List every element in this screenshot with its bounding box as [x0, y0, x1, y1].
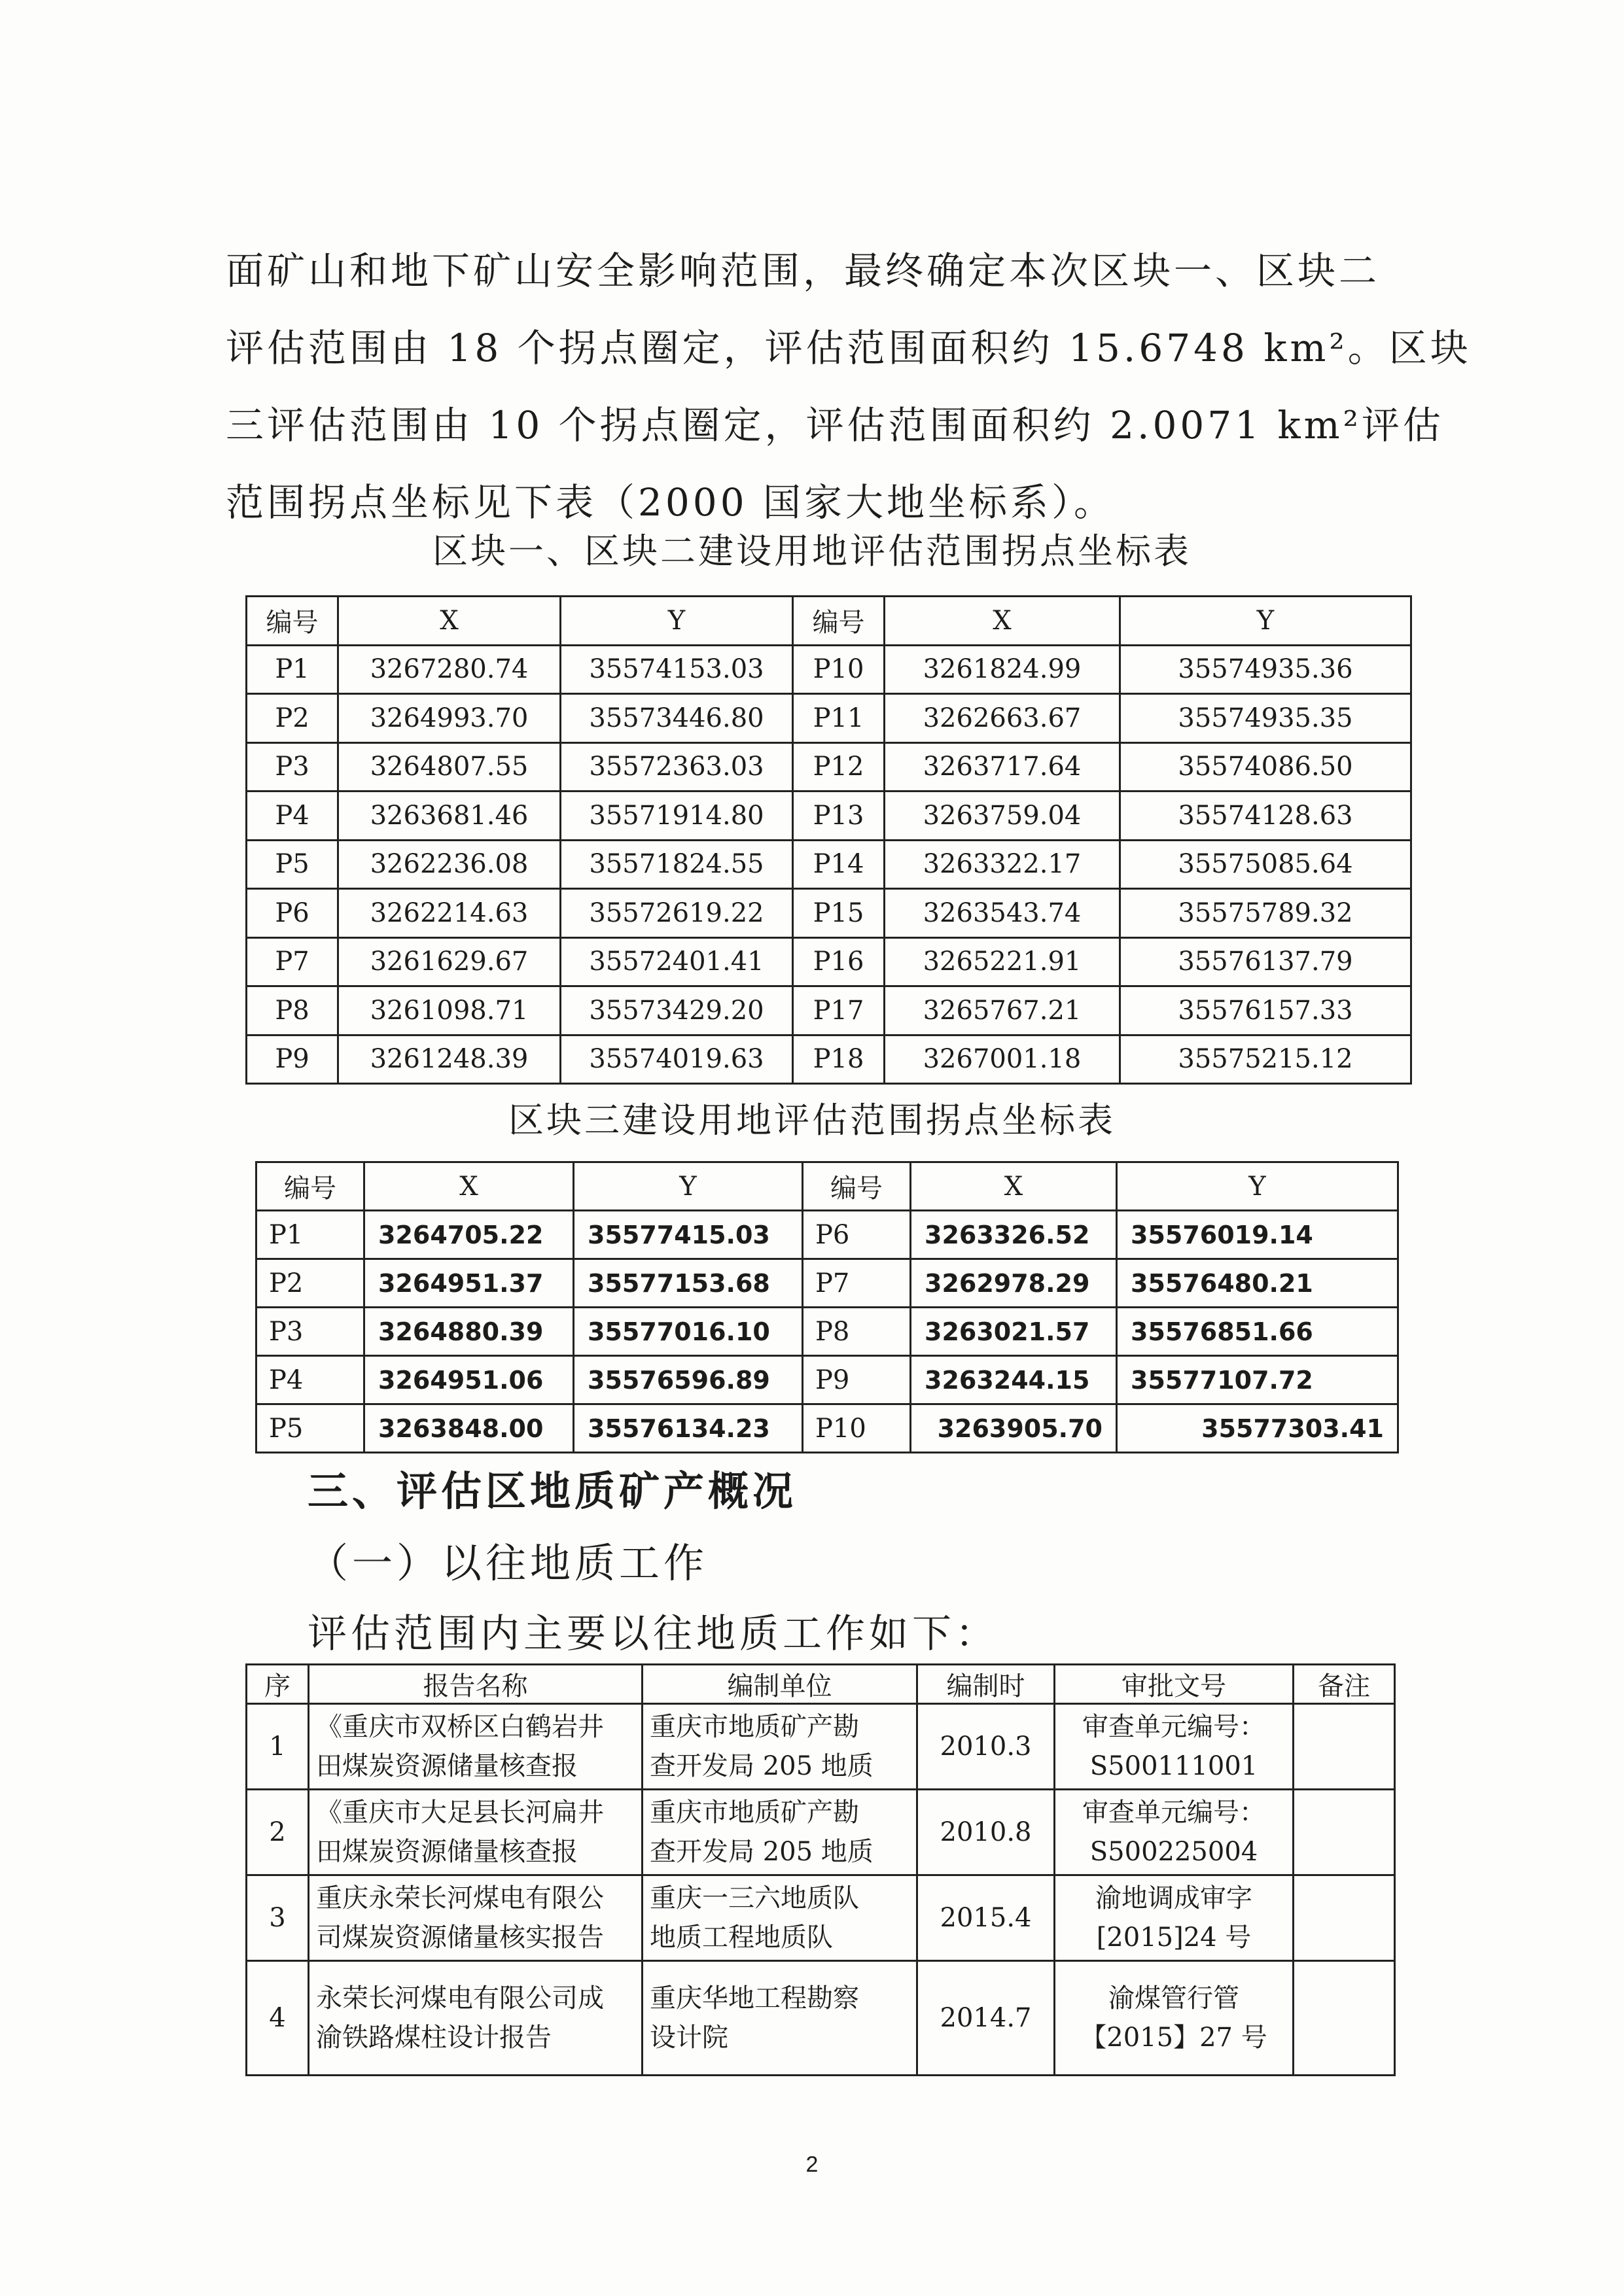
subsection-heading: （一）以往地质工作 — [308, 1539, 709, 1587]
intro-line-2: 评估范围由 18 个拐点圈定，评估范围面积约 15.6748 km²。区块 — [226, 326, 1472, 370]
table-cell: 35576019.14 — [1117, 1211, 1398, 1259]
row-number: 2 — [247, 1790, 309, 1875]
table-cell: P2 — [247, 694, 338, 743]
compile-date: 2014.7 — [917, 1961, 1055, 2076]
approval-number: 审查单元编号： S500225004 — [1055, 1790, 1294, 1875]
remark — [1294, 1875, 1395, 1961]
table-cell: 3263905.70 — [911, 1404, 1117, 1453]
table-cell: 3262978.29 — [911, 1259, 1117, 1308]
table-cell: 3263322.17 — [885, 840, 1120, 889]
table-cell: P7 — [803, 1259, 911, 1308]
table-cell: 3264807.55 — [338, 742, 561, 791]
compile-date: 2010.3 — [917, 1704, 1055, 1790]
table-cell: 35577415.03 — [574, 1211, 803, 1259]
table-cell: 35574086.50 — [1120, 742, 1411, 791]
approval-number: 渝煤管行管 【2015】27 号 — [1055, 1961, 1294, 2076]
table-cell: 35577107.72 — [1117, 1356, 1398, 1404]
header-cell: 编制时 — [917, 1665, 1055, 1704]
row-number: 3 — [247, 1875, 309, 1961]
table-cell: 35572363.03 — [561, 742, 793, 791]
report-name: 《重庆市大足县长河扁井 田煤炭资源储量核查报 — [309, 1790, 643, 1875]
table-cell: P4 — [256, 1356, 364, 1404]
table-cell: 35574935.35 — [1120, 694, 1411, 743]
remark — [1294, 1961, 1395, 2076]
row-number: 4 — [247, 1961, 309, 2076]
table-cell: 35575085.64 — [1120, 840, 1411, 889]
table-row — [247, 791, 1411, 841]
table-cell: P1 — [256, 1211, 364, 1259]
table-cell: 35576157.33 — [1120, 986, 1411, 1035]
table-cell: P11 — [793, 694, 885, 743]
intro-line-3: 三评估范围由 10 个拐点圈定，评估范围面积约 2.0071 km²评估 — [226, 403, 1444, 447]
table-cell: P10 — [803, 1404, 911, 1453]
table-cell: P14 — [793, 840, 885, 889]
approval-number: 审查单元编号： S500111001 — [1055, 1704, 1294, 1790]
table-row — [247, 1704, 1395, 1790]
table-row — [247, 1790, 1395, 1875]
header-cell: 编制单位 — [643, 1665, 917, 1704]
table-cell: 35573429.20 — [561, 986, 793, 1035]
coordinates-table-block-1-2 — [245, 595, 1412, 1085]
table-cell: 35571914.80 — [561, 791, 793, 841]
table-cell: 3267001.18 — [885, 1035, 1120, 1084]
table-cell: 3263717.64 — [885, 742, 1120, 791]
table-cell: 3264705.22 — [364, 1211, 574, 1259]
table-cell: P15 — [793, 889, 885, 938]
table-cell: P9 — [247, 1035, 338, 1084]
table-cell: P5 — [256, 1404, 364, 1453]
table2-caption: 区块三建设用地评估范围拐点坐标表 — [508, 1100, 1116, 1141]
table-cell: 35572619.22 — [561, 889, 793, 938]
table-row — [247, 1035, 1411, 1084]
table-cell: 35576480.21 — [1117, 1259, 1398, 1308]
table-cell: P9 — [803, 1356, 911, 1404]
works-intro: 评估范围内主要以往地质工作如下： — [308, 1611, 998, 1657]
table-cell: 35574935.36 — [1120, 645, 1411, 694]
table-row — [256, 1404, 1398, 1453]
table-cell: 3261629.67 — [338, 937, 561, 986]
header-cell: 编号 — [256, 1162, 364, 1211]
table-cell: 3264993.70 — [338, 694, 561, 743]
header-cell: Y — [561, 597, 793, 646]
header-cell: X — [338, 597, 561, 646]
table-cell: P16 — [793, 937, 885, 986]
table-cell: 35577153.68 — [574, 1259, 803, 1308]
table-cell: P6 — [803, 1211, 911, 1259]
table-cell: P17 — [793, 986, 885, 1035]
table-cell: 3263543.74 — [885, 889, 1120, 938]
table-cell: 35574153.03 — [561, 645, 793, 694]
section-heading: 三、评估区地质矿产概况 — [308, 1467, 798, 1515]
intro-line-4: 范围拐点坐标见下表（2000 国家大地坐标系）。 — [226, 480, 1116, 525]
table-cell: 3264951.06 — [364, 1356, 574, 1404]
table-row — [256, 1308, 1398, 1356]
header-cell: 编号 — [793, 597, 885, 646]
table-cell: P8 — [247, 986, 338, 1035]
table-cell: 35577016.10 — [574, 1308, 803, 1356]
table-cell: 3262663.67 — [885, 694, 1120, 743]
table-row — [256, 1356, 1398, 1404]
table-cell: P10 — [793, 645, 885, 694]
table-row — [247, 986, 1411, 1035]
table-cell: 35576596.89 — [574, 1356, 803, 1404]
table-cell: P6 — [247, 889, 338, 938]
table-row — [247, 645, 1411, 694]
table-cell: 35574019.63 — [561, 1035, 793, 1084]
header-cell: X — [911, 1162, 1117, 1211]
header-cell: 编号 — [803, 1162, 911, 1211]
header-cell: Y — [1120, 597, 1411, 646]
table-cell: 3261824.99 — [885, 645, 1120, 694]
remark — [1294, 1790, 1395, 1875]
header-cell: 报告名称 — [309, 1665, 643, 1704]
remark — [1294, 1704, 1395, 1790]
header-cell: Y — [574, 1162, 803, 1211]
header-cell: 编号 — [247, 597, 338, 646]
geological-works-table — [245, 1663, 1396, 2076]
table-header-row — [247, 1665, 1395, 1704]
coordinates-table-block-3 — [255, 1161, 1399, 1453]
table-cell: 3267280.74 — [338, 645, 561, 694]
header-cell: 序 — [247, 1665, 309, 1704]
header-cell: 备注 — [1294, 1665, 1395, 1704]
report-name: 重庆永荣长河煤电有限公 司煤炭资源储量核实报告 — [309, 1875, 643, 1961]
table-cell: P18 — [793, 1035, 885, 1084]
table-cell: 3263681.46 — [338, 791, 561, 841]
approval-number: 渝地调成审字 [2015]24 号 — [1055, 1875, 1294, 1961]
table-cell: 35576851.66 — [1117, 1308, 1398, 1356]
table-cell: P12 — [793, 742, 885, 791]
table-cell: 3264880.39 — [364, 1308, 574, 1356]
table-cell: 3263244.15 — [911, 1356, 1117, 1404]
table-cell: P4 — [247, 791, 338, 841]
table-cell: P3 — [256, 1308, 364, 1356]
compile-date: 2015.4 — [917, 1875, 1055, 1961]
header-cell: X — [885, 597, 1120, 646]
table-row — [247, 1961, 1395, 2076]
header-cell: 审批文号 — [1055, 1665, 1294, 1704]
table-cell: P7 — [247, 937, 338, 986]
table-cell: P1 — [247, 645, 338, 694]
report-name: 永荣长河煤电有限公司成 渝铁路煤柱设计报告 — [309, 1961, 643, 2076]
table-cell: P3 — [247, 742, 338, 791]
table-row — [247, 742, 1411, 791]
table-cell: 35573446.80 — [561, 694, 793, 743]
compiling-unit: 重庆华地工程勘察 设计院 — [643, 1961, 917, 2076]
compile-date: 2010.8 — [917, 1790, 1055, 1875]
table-cell: 3262236.08 — [338, 840, 561, 889]
intro-line-1: 面矿山和地下矿山安全影响范围，最终确定本次区块一、区块二 — [226, 249, 1381, 293]
report-name: 《重庆市双桥区白鹤岩井 田煤炭资源储量核查报 — [309, 1704, 643, 1790]
table-row — [247, 1875, 1395, 1961]
table-cell: 3261248.39 — [338, 1035, 561, 1084]
table-cell: 35575789.32 — [1120, 889, 1411, 938]
compiling-unit: 重庆一三六地质队 地质工程地质队 — [643, 1875, 917, 1961]
table-cell: 35577303.41 — [1117, 1404, 1398, 1453]
table-cell: 3264951.37 — [364, 1259, 574, 1308]
table-cell: 35576134.23 — [574, 1404, 803, 1453]
table-row — [247, 840, 1411, 889]
table-row — [256, 1211, 1398, 1259]
page-number: 2 — [805, 2152, 819, 2177]
table1-caption: 区块一、区块二建设用地评估范围拐点坐标表 — [432, 531, 1192, 572]
table-header-row — [247, 597, 1411, 646]
header-cell: X — [364, 1162, 574, 1211]
header-cell: Y — [1117, 1162, 1398, 1211]
table-cell: 35574128.63 — [1120, 791, 1411, 841]
table-cell: 35576137.79 — [1120, 937, 1411, 986]
table-row — [247, 889, 1411, 938]
table-row — [247, 694, 1411, 743]
table-cell: 35575215.12 — [1120, 1035, 1411, 1084]
table-cell: 3263848.00 — [364, 1404, 574, 1453]
table-cell: 3263326.52 — [911, 1211, 1117, 1259]
table-row — [256, 1259, 1398, 1308]
table-header-row — [256, 1162, 1398, 1211]
table-cell: 3261098.71 — [338, 986, 561, 1035]
table-cell: 35571824.55 — [561, 840, 793, 889]
table-cell: 35572401.41 — [561, 937, 793, 986]
table-cell: 3262214.63 — [338, 889, 561, 938]
table-cell: P8 — [803, 1308, 911, 1356]
compiling-unit: 重庆市地质矿产勘 查开发局 205 地质 — [643, 1704, 917, 1790]
table-cell: 3265767.21 — [885, 986, 1120, 1035]
row-number: 1 — [247, 1704, 309, 1790]
table-row — [247, 937, 1411, 986]
compiling-unit: 重庆市地质矿产勘 查开发局 205 地质 — [643, 1790, 917, 1875]
table-cell: 3263759.04 — [885, 791, 1120, 841]
table-cell: P5 — [247, 840, 338, 889]
table-cell: 3263021.57 — [911, 1308, 1117, 1356]
table-cell: 3265221.91 — [885, 937, 1120, 986]
table-cell: P13 — [793, 791, 885, 841]
table-cell: P2 — [256, 1259, 364, 1308]
